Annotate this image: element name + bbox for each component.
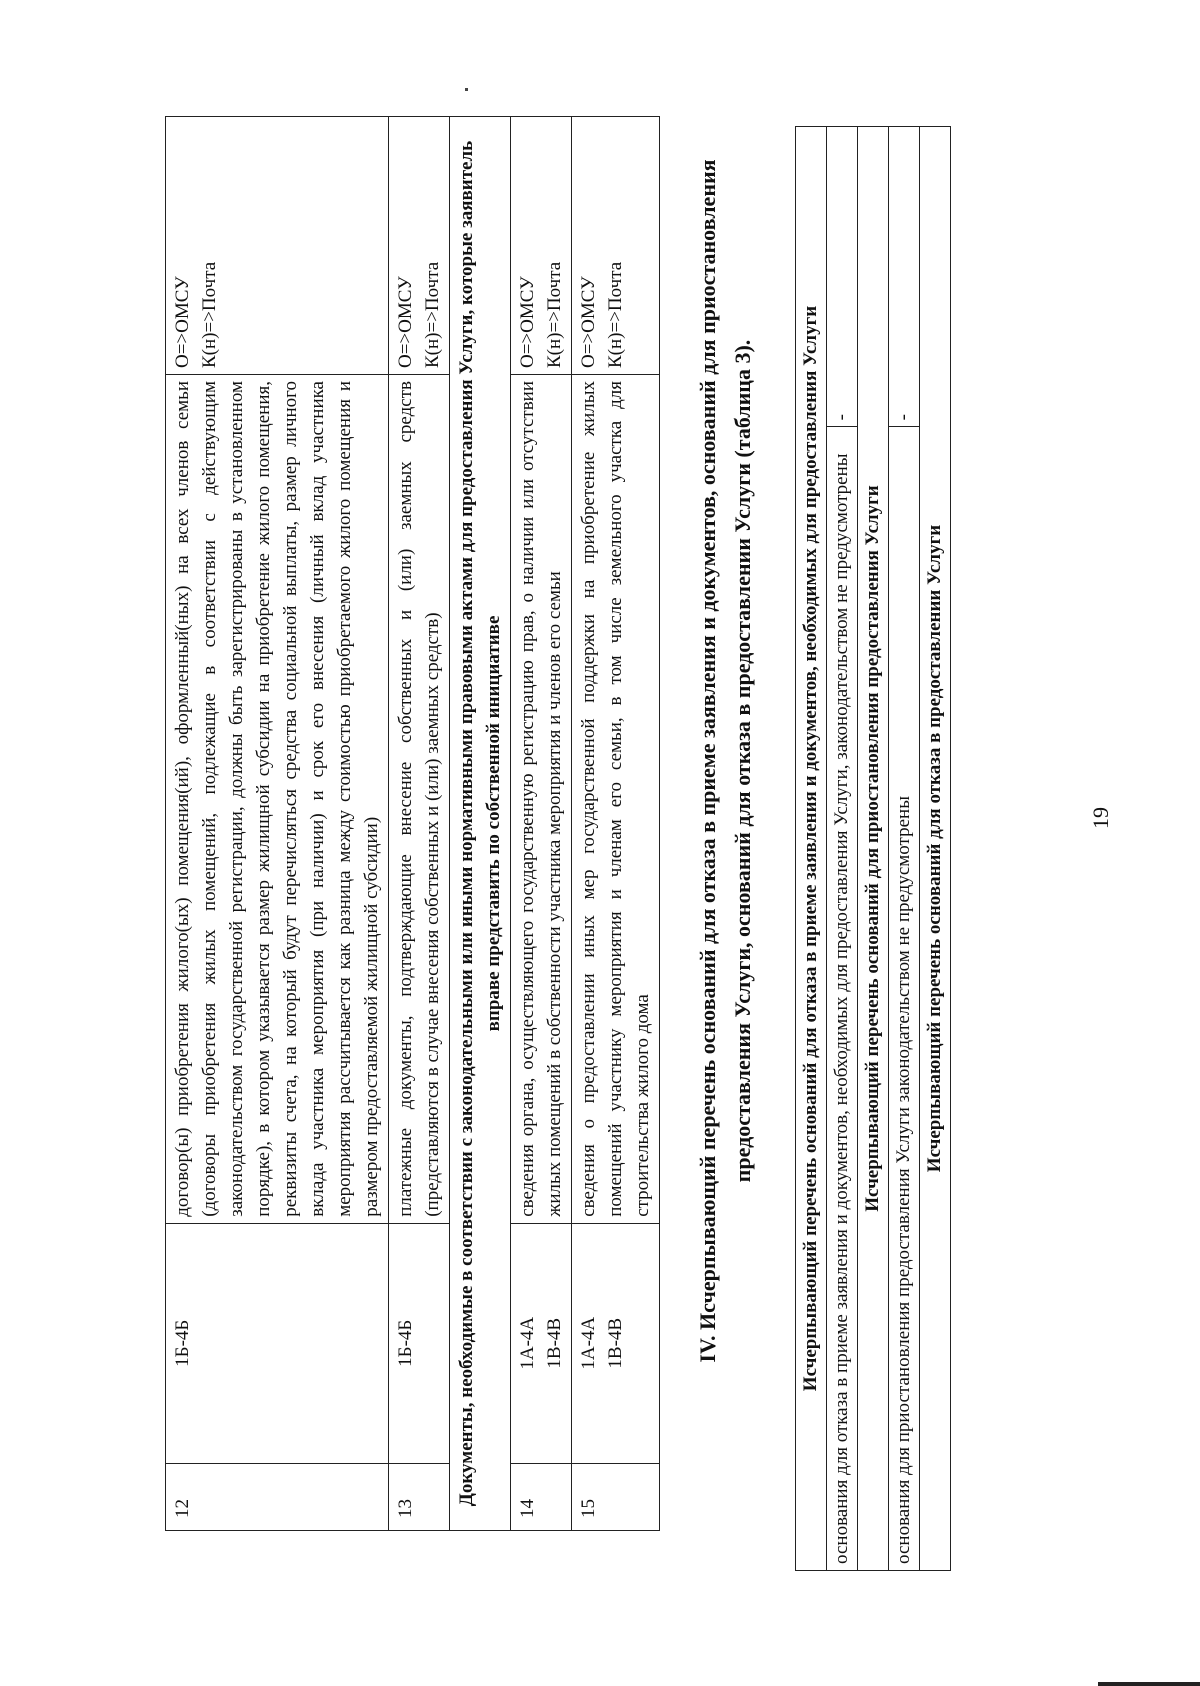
row-number: 13 [389,1463,450,1530]
section-title: Документы, необходимые в соответствии с законодательными или иными нормативными правовыми актами для предоставления Услуги, которые заявитель вправе представить по собственной инициативе [450,117,511,1531]
grounds-header-refusal: Исчерпывающий перечень оснований для отказа в предоставлении Услуги [920,127,951,1571]
table-row [389,117,450,1531]
row-channel: О=>ОМСУ К(н)=>Почта [166,117,389,375]
row-code: 1Б-4Б [389,1223,450,1463]
table-header-row [796,127,827,1571]
documents-table [165,116,660,1531]
row-description: сведения органа, осуществляющего государственную регистрацию прав, о наличии или отсутствии жилых помещений в собственности участника мероприятия и членов его семьи [511,375,572,1224]
row-channel: О=>ОМСУ К(н)=>Почта [572,117,660,375]
table-row [889,127,920,1571]
grounds-table [795,126,951,1571]
table-row [827,127,858,1571]
grounds-value: - [827,127,858,427]
row-channel: О=>ОМСУ К(н)=>Почта [389,117,450,375]
grounds-basis: основания для приостановления предоставления Услуги законодательством не предусмотрены [889,427,920,1571]
table-header-row [858,127,889,1571]
row-number: 14 [511,1463,572,1530]
grounds-basis: основания для отказа в приеме заявления и документов, необходимых для предоставления Услуги, законодательством не предусмотрены [827,427,858,1571]
table-row [511,117,572,1531]
section-title-row [450,117,511,1531]
scan-speck [465,88,468,91]
row-description: договор(ы) приобретения жилого(ых) помещения(ий), оформленный(ных) на всех членов семьи (договоры приобретения жилых помещений, подлежащие в соответствии с действующим законодательством государственной регистрации, должны быть зарегистрированы в установленном порядке), в котором указывается размер жилищной субсидии на приобретение жилого помещения, реквизиты счета, на который будут перечисляться средства социальной выплаты, размер личного вклада участника мероприятия (при наличии) и срок его внесения (личный вклад участника мероприятия рассчитывается как разница между стоимостью приобретаемого жилого помещения и размером предоставляемой жилищной субсидии) [166,375,389,1224]
row-description: сведения о предоставлении иных мер государственной поддержки на приобретение жилых помещений участнику мероприятия и членам его семьи, в том числе земельного участка для строительства жилого дома [572,375,660,1224]
row-code: 1А-4А 1В-4В [511,1223,572,1463]
row-channel: О=>ОМСУ К(н)=>Почта [511,117,572,375]
row-number: 12 [166,1463,389,1530]
section-heading: IV. Исчерпывающий перечень оснований для отказа в приеме заявления и документов, оснований для приостановления предоставления Услуги, оснований для отказа в предоставлении Услуги (таблица 3). [695,159,755,1363]
row-code: 1Б-4Б [166,1223,389,1463]
row-code: 1А-4А 1В-4В [572,1223,660,1463]
grounds-header-reception: Исчерпывающий перечень оснований для отказа в приеме заявления и документов, необходимых для предоставления Услуги [796,127,827,1571]
row-description: платежные документы, подтверждающие внесение собственных и (или) заемных средств (представляются в случае внесения собственных и (или) заемных средств) [389,375,450,1224]
scan-edge-line [1098,1682,1200,1686]
grounds-value: - [889,127,920,427]
table-row [572,117,660,1531]
table-row [166,117,389,1531]
row-number: 15 [572,1463,660,1530]
grounds-header-suspension: Исчерпывающий перечень оснований для приостановления предоставления Услуги [858,127,889,1571]
table-header-row [920,127,951,1571]
page-number: 19 [1088,807,1113,829]
